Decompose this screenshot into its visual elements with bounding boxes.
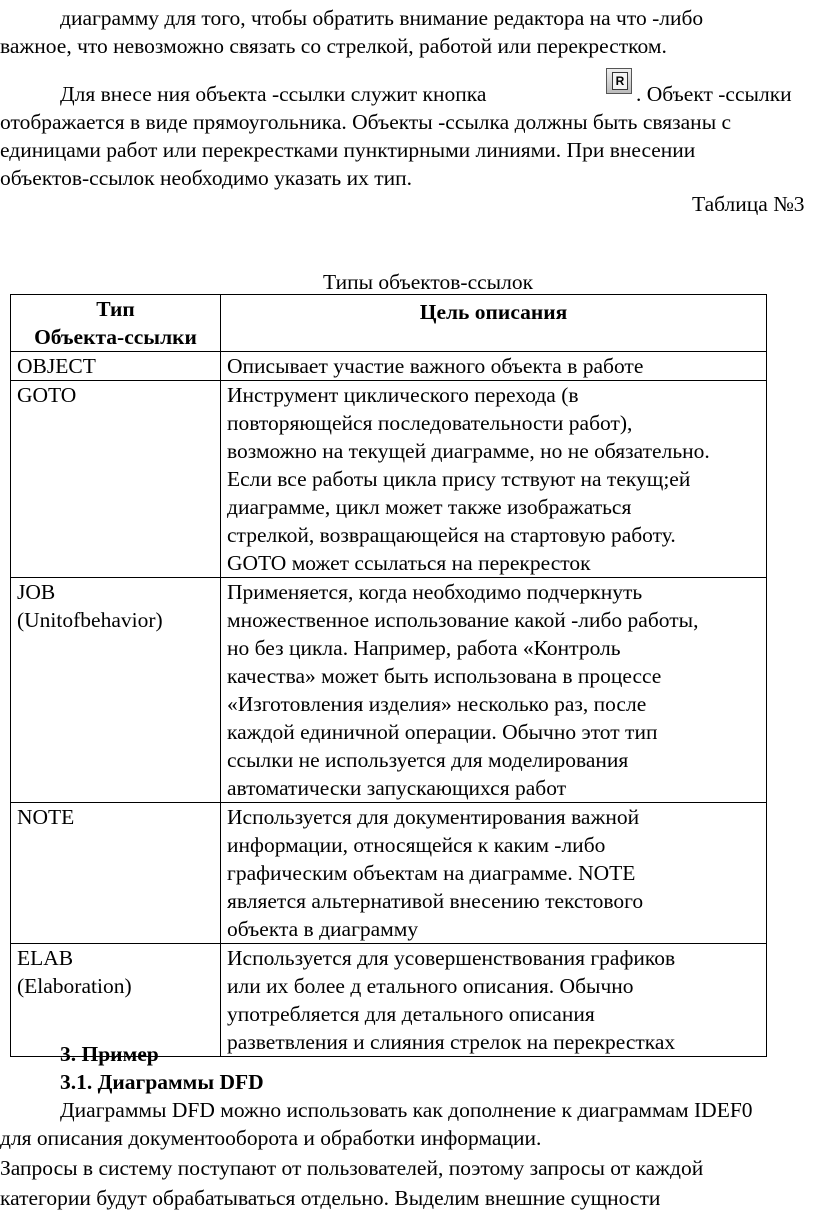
intro-line-3: Для внесе ния объекта -ссылки служит кнопка <box>60 82 487 106</box>
cell-description-line: объекта в диаграмму <box>227 917 419 941</box>
cell-type-line: JOB <box>17 580 56 604</box>
section-line-2: для описания документооборота и обработки информации. <box>0 1126 542 1150</box>
cell-description-line: ссылки не используется для моделирования <box>227 748 629 772</box>
header-purpose-label: Цель описания <box>419 300 568 324</box>
table-row <box>11 578 767 803</box>
intro-line-5: единицами работ или перекрестками пунктирными линиями. При внесении <box>0 138 696 162</box>
section-line-3: Запросы в систему поступают от пользователей, поэтому запросы от каждой <box>0 1156 704 1180</box>
cell-description-line: диаграмме, цикл может также изображаться <box>227 495 632 519</box>
cell-description-line: стрелкой, возвращающейся на стартовую работу. <box>227 523 676 547</box>
cell-type <box>11 352 221 381</box>
reference-types-table <box>10 294 767 1057</box>
cell-description-line: разветвления и слияния стрелок на перекрестках <box>227 1030 676 1054</box>
cell-description-line: Используется для документирования важной <box>227 805 640 829</box>
cell-description-line: возможно на текущей диаграмме, но не обязательно. <box>227 439 710 463</box>
cell-description-line: Используется для усовершенствования графиков <box>227 946 676 970</box>
cell-type <box>11 578 221 803</box>
cell-description-line: автоматически запускающихся работ <box>227 776 567 800</box>
table-caption: Типы объектов-ссылок <box>323 270 534 294</box>
intro-line-6: объектов-ссылок необходимо указать их тип. <box>0 166 413 190</box>
table-row <box>11 352 767 381</box>
table-number-label: Таблица №3 <box>692 192 805 216</box>
intro-line-1: диаграмму для того, чтобы обратить внимание редактора на что -либо <box>60 6 704 30</box>
reference-object-button-icon <box>606 68 632 94</box>
header-type <box>11 295 221 352</box>
cell-type <box>11 803 221 944</box>
cell-type <box>11 381 221 578</box>
header-type-line-2: Объекта-ссылки <box>34 325 197 349</box>
cell-description-line: Применяется, когда необходимо подчеркнуть <box>227 580 643 604</box>
cell-description-line: но без цикла. Например, работа «Контроль <box>227 636 621 660</box>
header-type-line-1: Тип <box>96 297 135 321</box>
cell-description-line: каждой единичной операции. Обычно этот тип <box>227 720 658 744</box>
intro-line-4: отображается в виде прямоугольника. Объекты -ссылка должны быть связаны с <box>0 110 732 134</box>
cell-type-line: OBJECT <box>17 354 96 378</box>
table-row <box>11 381 767 578</box>
table-row <box>11 803 767 944</box>
cell-type-line: NOTE <box>17 805 75 829</box>
cell-description-line: информации, относящейся к каким -либо <box>227 833 606 857</box>
cell-type-line: ELAB <box>17 946 74 970</box>
cell-description-line: употребляется для детального описания <box>227 1002 595 1026</box>
intro-line-2: важное, что невозможно связать со стрелкой, работой или перекрестком. <box>0 34 667 58</box>
cell-description <box>221 944 767 1057</box>
cell-description-line: GOTO может ссылаться на перекресток <box>227 551 591 575</box>
cell-description-line: множественное использование какой -либо работы, <box>227 608 699 632</box>
intro-line-3-end: . Объект -ссылки <box>636 82 792 106</box>
cell-description <box>221 578 767 803</box>
cell-description-line: повторяющейся последовательности работ), <box>227 411 633 435</box>
cell-description-line: Описывает участие важного объекта в работе <box>227 354 644 378</box>
section-subheading: 3.1. Диаграммы DFD <box>60 1070 264 1094</box>
cell-description-line: Инструмент циклического перехода (в <box>227 383 579 407</box>
cell-description-line: «Изготовления изделия» несколько раз, после <box>227 692 647 716</box>
cell-description-line: или их более д етального описания. Обычно <box>227 974 634 998</box>
cell-type-line: GOTO <box>17 383 77 407</box>
cell-description-line: Если все работы цикла прису тствуют на текущ;ей <box>227 467 691 491</box>
cell-description-line: является альтернативой внесению текстового <box>227 889 644 913</box>
section-heading: 3. Пример <box>60 1042 159 1066</box>
cell-type-line: (Unitofbehavior) <box>17 608 163 632</box>
icon-letter: R <box>612 72 628 90</box>
header-purpose <box>221 295 767 352</box>
cell-description <box>221 352 767 381</box>
section-line-4: категории будут обрабатываться отдельно. Выделим внешние сущности <box>0 1186 661 1210</box>
cell-description-line: графическим объектам на диаграмме. NOTE <box>227 861 636 885</box>
cell-description <box>221 381 767 578</box>
cell-description-line: качества» может быть использована в процессе <box>227 664 662 688</box>
cell-description <box>221 803 767 944</box>
table-header-row <box>11 295 767 352</box>
cell-type-line: (Elaboration) <box>17 974 132 998</box>
section-line-1: Диаграммы DFD можно использовать как дополнение к диаграммам IDEF0 <box>60 1098 753 1122</box>
